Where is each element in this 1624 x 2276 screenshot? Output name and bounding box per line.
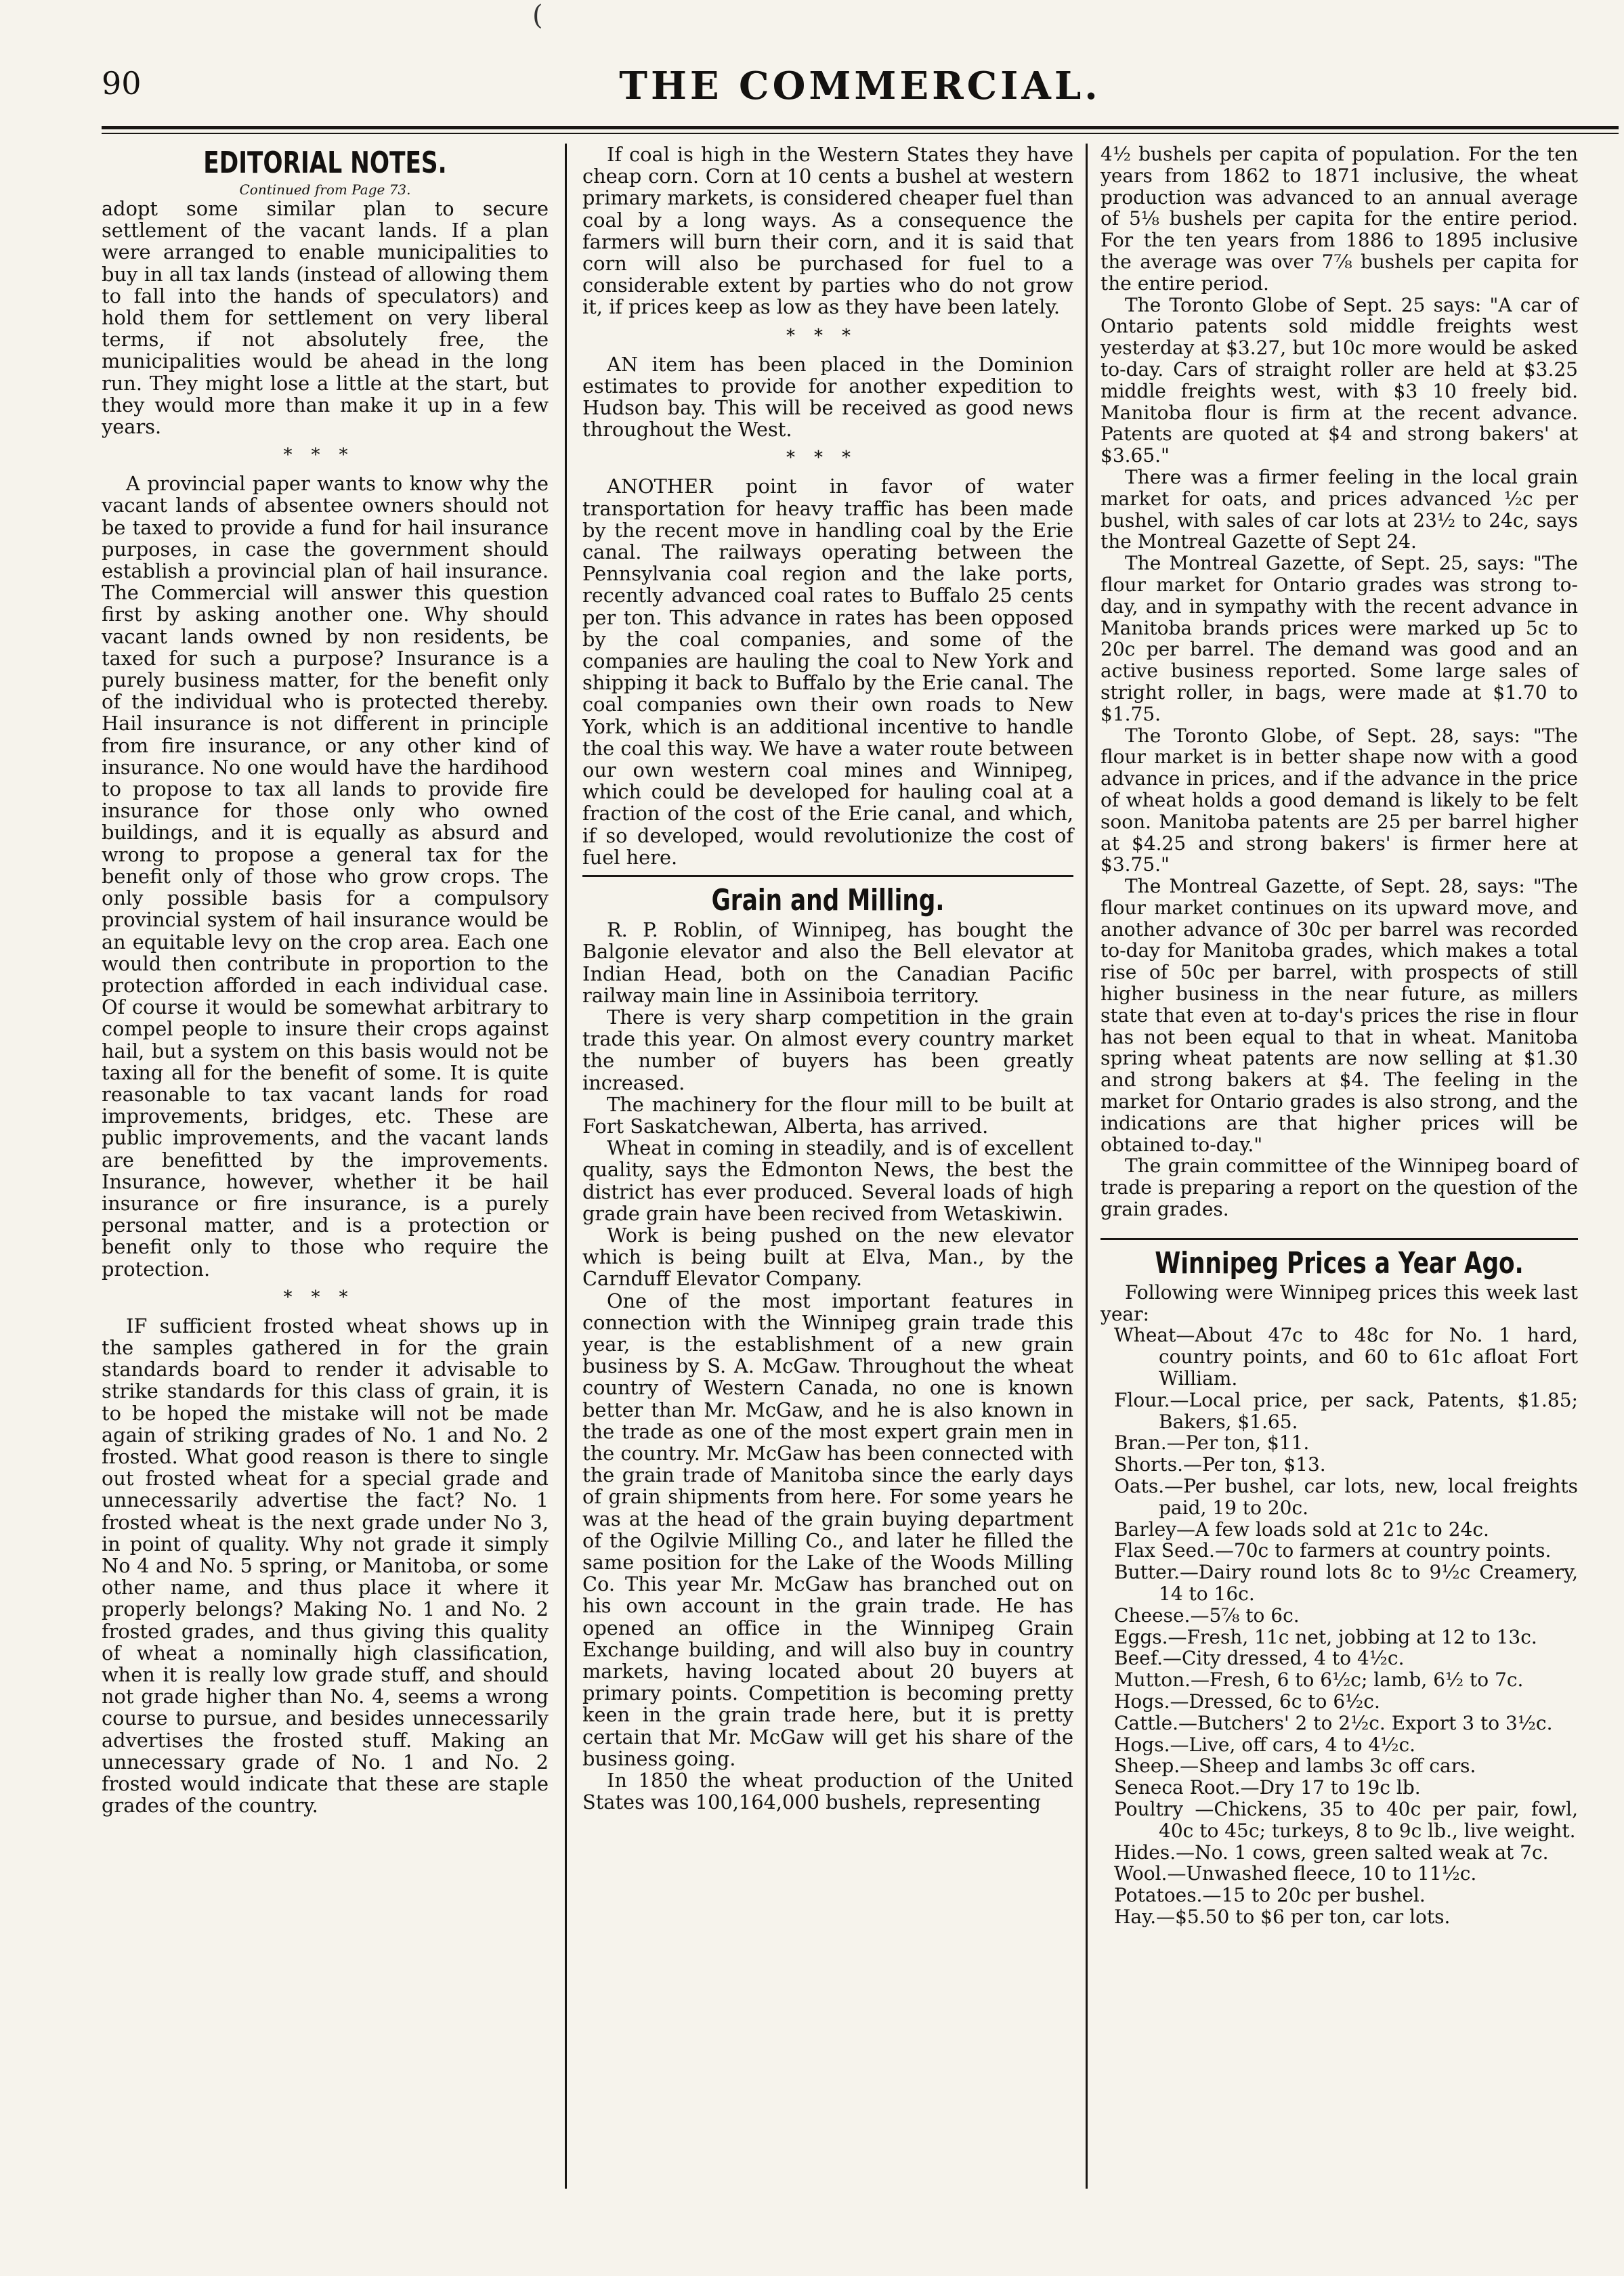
price-item: Barley—A few loads sold at 21c to 24c.	[1114, 1518, 1489, 1541]
news-item: The Toronto Globe of Sept. 25 says: "A car of Ontario patents sold middle freights west yesterday at $3.27, but 10c more would be asked to-day. Cars of straight roller are held at $3.25 middle freights west, with $3 10 freely bid. Manitoba flour is firm at the recent advance. Patents are quoted at $4 and strong bakers' at $3.65."	[1101, 293, 1578, 467]
section-rule	[1101, 1238, 1578, 1240]
price-item: Flax Seed.—70c to farmers at country points.	[1114, 1539, 1552, 1562]
news-item: The Toronto Globe, of Sept. 28, says: "The flour market is in better shape now with a good advance in prices, and if the advance in the price of wheat holds a good demand is likely to be felt soon. Manitoba patents are 25 per barrel higher at $4.25 and strong bakers' is firmer here at $3.75."	[1101, 724, 1578, 876]
section-heading-grain-and-milling: Grain and Milling.	[711, 883, 945, 918]
price-item: Hogs.—Live, off cars, 4 to 4½c.	[1114, 1733, 1416, 1756]
price-item: Butter.—Dairy round lots 8c to 9½c Creamery, 14 to 16c.	[1114, 1561, 1578, 1605]
section-separator: ***	[283, 445, 367, 466]
continued-note: Continued from Page 73.	[239, 181, 411, 198]
section-heading-winnipeg-prices: Winnipeg Prices a Year Ago.	[1155, 1245, 1524, 1281]
article-paragraph: IF sufficient frosted wheat shows up in the samples gathered in for the grain standards board to render it advisable to strike standards for this class of grain, it is to be hoped the mistake will not be made again of striking grades of No. 1 and No. 2 frosted. What good reason is there to single out frosted wheat for a special grade and unnecessarily advertise the fact? No. 1 frosted wheat is the next grade under No 3, in point of quality. Why not grade it simply No 4 and No. 5 spring, or Manitoba, or some other name, and thus place it where it properly belongs? Making No. 1 and No. 2 frosted grades, and thus giving this quality of wheat a nominally high classification, when it is really low grade stuff, and should not grade higher than No. 4, seems a wrong course to pursue, and besides unnecessarily advertises the frosted stuff. Making an unnecessary grade of No. 1 and No. 2 frosted would indicate that these are staple grades of the country.	[102, 1314, 549, 1818]
price-item: Flour.—Local price, per sack, Patents, $1.85; Bakers, $1.65.	[1114, 1388, 1578, 1433]
news-item: One of the most important features in connection with the Winnipeg grain trade this year, is the establishment of a new grain business by S. A. McGaw. Throughout the wheat country of Western Canada, no one is known better than Mr. McGaw, and he is also known in the trade as one of the most expert grain men in the country. Mr. McGaw has been connected with the grain trade of Manitoba since the early days of grain shipments from here. For some years he was at the head of the grain buying department of the Ogilvie Milling Co., and later he filled the same position for the Lake of the Woods Milling Co. This year Mr. McGaw has branched out on his own account in the grain trade. He has opened an office in the Winnipeg Grain Exchange building, and will also buy in country markets, having located about 20 buyers at primary points. Competition is becoming pretty keen in the grain trade here, but it is pretty certain that Mr. McGaw will get his share of the business going.	[582, 1289, 1073, 1770]
price-item: Poultry —Chickens, 35 to 40c per pair, fowl, 40c to 45c; turkeys, 8 to 9c lb., live weight.	[1114, 1797, 1578, 1842]
article-paragraph: A provincial paper wants to know why the vacant lands of absentee owners should not be taxed to provide a fund for hail insurance purposes, in case the government should establish a provincial plan of hail insurance. The Commercial will answer this question first by asking another one. Why should vacant lands owned by non residents, be taxed for such a purpose? Insurance is a purely business matter, for the benefit only of the individual who is protected thereby. Hail insurance is not different in principle from fire insurance, or any other kind of insurance. No one would have the hardihood to propose to tax all lands to provide fire insurance for those only who owned buildings, and it is equally as absurd and wrong to propose a general tax for the benefit only of those who grow crops. The only possible basis for a compulsory provincial system of hail insurance would be an equitable levy on the crop area. Each one would then contribute in proportion to the protection afforded in each individual case. Of course it would be somewhat arbitrary to compel people to insure their crops against hail, but a system on this basis would not be taxing all for the benefit of some. It is quite reasonable to tax vacant lands for road improvements, bridges, etc. These are public improvements, and the vacant lands are benefitted by the improvements. Insurance, however, whether it be hail insurance or fire insurance, is a purely personal matter, and is a protection or benefit only to those who require the protection.	[102, 472, 549, 1281]
price-item: Beef.—City dressed, 4 to 4½c.	[1114, 1647, 1405, 1670]
price-item: Sheep.—Sheep and lambs 3c off cars.	[1114, 1755, 1476, 1778]
article-paragraph: ANOTHER point in favor of water transportation for heavy traffic has been made by the recent move in handling coal by the Erie canal. The railways operating between the Pennsylvania coal region and the lake ports, recently advanced coal rates to Buffalo 25 cents per ton. This advance in rates has been opposed by the coal companies, and some of the companies are hauling the coal to New York and shipping it back to Buffalo by the Erie canal. The coal companies own their own roads to New York, which is an additional incentive to handle the coal this way. We have a water route between our own western coal mines and Winnipeg, which could be developed for hauling coal at a fraction of the cost of the Erie canal, and which, if so developed, would revolutionize the cost of fuel here.	[582, 475, 1073, 869]
masthead-rule-thin	[102, 133, 1619, 134]
column-3	[1101, 144, 1578, 1928]
price-item: Eggs.—Fresh, 11c net, jobbing at 12 to 13c.	[1114, 1625, 1537, 1648]
section-separator: ***	[786, 448, 870, 469]
price-item: Oats.—Per bushel, car lots, new, local freights paid, 19 to 20c.	[1114, 1475, 1578, 1519]
section-separator: ***	[786, 325, 870, 346]
price-list	[1101, 1325, 1578, 1927]
column-1	[102, 144, 549, 1816]
column-divider	[565, 144, 567, 2189]
news-item: There is very sharp competition in the grain trade this year. On almost every country market the number of buyers has been greatly increased.	[582, 1005, 1073, 1094]
price-item: Mutton.—Fresh, 6 to 6½c; lamb, 6½ to 7c.	[1114, 1669, 1524, 1692]
news-item: The machinery for the flour mill to be built at Fort Saskatchewan, Alberta, has arrived.	[582, 1092, 1073, 1138]
article-paragraph: adopt some similar plan to secure settlement of the vacant lands. If a plan were arranged to enable municipalities to buy in all tax lands (instead of allowing them to fall into the hands of speculators) and hold them for settlement on very liberal terms, if not absolutely free, the municipalities would be ahead in the long run. They might lose a little at the start, but they would more than make it up in a few years.	[102, 197, 549, 439]
price-item: Wool.—Unwashed fleece, 10 to 11½c.	[1114, 1862, 1477, 1885]
price-item: Seneca Root.—Dry 17 to 19c lb.	[1114, 1776, 1421, 1799]
news-item: Work is being pushed on the new elevator which is being built at Elva, Man., by the Carnduff Elevator Company.	[582, 1223, 1073, 1291]
news-item: There was a firmer feeling in the local grain market for oats, and prices advanced ½c per bushel, with sales of car lots at 23½ to 24c, says the Montreal Gazette of Sept 24.	[1101, 465, 1578, 553]
price-item: Hay.—$5.50 to $6 per ton, car lots.	[1114, 1905, 1451, 1928]
news-item: The Montreal Gazette, of Sept. 25, says: "The flour market for Ontario grades was strong to-day, and in sympathy with the recent advance in Manitoba brands prices were marked up 5c to 20c per barrel. The demand was good and an active business reported. Some large sales of stright roller, in bags, were made at $1.70 to $1.75.	[1101, 552, 1578, 725]
page-number: 90	[102, 65, 142, 102]
price-item: Bran.—Per ton, $11.	[1114, 1432, 1310, 1455]
prices-intro: Following were Winnipeg prices this week last year:	[1101, 1281, 1578, 1325]
price-item: Wheat—About 47c to 48c for No. 1 hard, country points, and 60 to 61c afloat Fort William.	[1114, 1324, 1578, 1390]
section-rule	[582, 875, 1073, 877]
masthead	[102, 61, 1619, 122]
news-item: The grain committee of the Winnipeg board of trade is preparing a report on the question of the grain grades.	[1101, 1155, 1578, 1221]
news-item: In 1850 the wheat production of the United States was 100,164,000 bushels, representing	[582, 1769, 1073, 1814]
column-divider	[1086, 144, 1088, 2189]
price-item: Hides.—No. 1 cows, green salted weak at 7c.	[1114, 1841, 1549, 1864]
price-item: Cattle.—Butchers' 2 to 2½c. Export 3 to 3½c.	[1114, 1711, 1553, 1734]
article-paragraph: AN item has been placed in the Dominion estimates to provide for another expedition to Hudson bay. This will be received as good news throughout the West.	[582, 352, 1073, 442]
news-item: The Montreal Gazette, of Sept. 28, says: "The flour market continues on its upward move, and another advance of 30c per barrel was recorded to-day for Manitoba grades, which makes a total rise of 50c per barrel, with prospects of still higher business in the near future, as millers state that even at to-day's prices the rise in flour has not been equal to that in wheat. Manitoba spring wheat patents are now selling at $1.30 and strong bakers at $4. The feeling in the market for Ontario grades is also strong, and the indications are that higher prices will be obtained to-day."	[1101, 875, 1578, 1156]
column-2	[582, 144, 1073, 1813]
news-item: Wheat in coming in steadily, and is of excellent quality, says the Edmonton News, the best the district has ever produced. Several loads of high grade grain have been recived from Wetaskiwin.	[582, 1136, 1073, 1225]
price-item: Hogs.—Dressed, 6c to 6½c.	[1114, 1690, 1380, 1713]
scan-mark: (	[532, 0, 543, 31]
news-item: R. P. Roblin, of Winnipeg, has bought the Balgonie elevator and also the Bell elevator at Indian Head, both on the Canadian Pacific railway main line in Assiniboia territory.	[582, 918, 1073, 1007]
section-heading-editorial-notes: EDITORIAL NOTES.	[203, 146, 447, 180]
section-separator: ***	[283, 1287, 367, 1308]
publication-title: THE COMMERCIAL.	[619, 64, 1101, 108]
news-item: 4½ bushels per capita of population. For the ten years from 1862 to 1871 inclusive, the wheat production was advanced to an annual average of 5⅛ bushels per capita for the entire period. For the ten years from 1886 to 1895 inclusive the average was over 7⅞ bushels per capita for the entire period.	[1101, 143, 1578, 295]
price-item: Cheese.—5⅞ to 6c.	[1114, 1604, 1300, 1627]
price-item: Shorts.—Per ton, $13.	[1114, 1453, 1326, 1476]
price-item: Potatoes.—15 to 20c per bushel.	[1114, 1884, 1426, 1907]
article-paragraph: If coal is high in the Western States they have cheap corn. Corn at 10 cents a bushel at western primary markets, is considered cheaper fuel than coal by a long ways. As a consequence the farmers will burn their corn, and it is said that corn will also be purchased for fuel to a considerable extent by parties who do not grow it, if prices keep as low as they have been lately.	[582, 143, 1073, 319]
masthead-rule	[102, 126, 1619, 129]
